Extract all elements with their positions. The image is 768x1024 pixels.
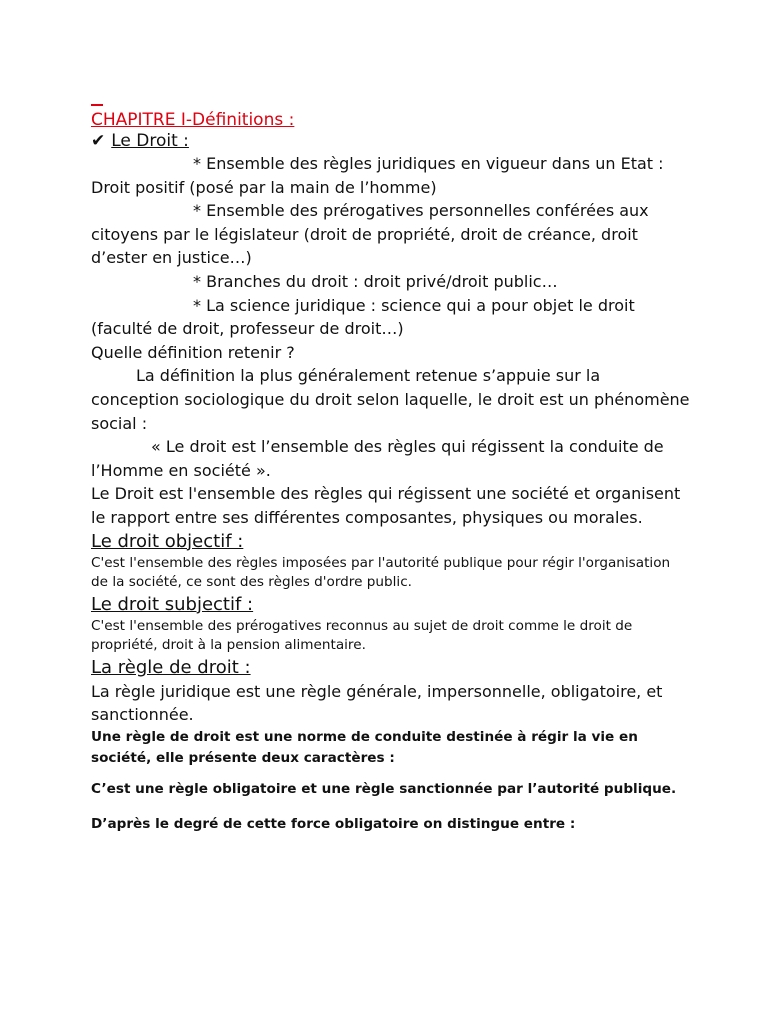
answer: La définition la plus généralement retenue s’appuie sur la conception sociologique du droit selon laquelle, le droit est un phénomène social : [91, 366, 690, 433]
section-heading-droit [91, 130, 691, 152]
section-heading-objectif: Le droit objectif : [91, 530, 244, 552]
section-heading-regle: La règle de droit : [91, 656, 251, 678]
regle-bold-1: Une règle de droit est une norme de conduite destinée à régir la vie en société, elle présente deux caractères : [91, 729, 638, 767]
droit-item-3: * Branches du droit : droit privé/droit public… [193, 271, 558, 291]
question: Quelle définition retenir ? [91, 342, 295, 362]
check-icon: ✔ [91, 131, 106, 151]
section-heading-droit-label: Le Droit : [111, 131, 189, 151]
regle-bold-2: C’est une règle obligatoire et une règle sanctionnée par l’autorité publique. [91, 781, 677, 798]
regle-bold-3: D’après le degré de cette force obligatoire on distingue entre : [91, 816, 576, 833]
droit-item-2: * Ensemble des prérogatives personnelles conférées aux citoyens par le législateur (droit de propriété, droit de créance, droit d’ester en justice…) [91, 201, 649, 268]
section-heading-subjectif: Le droit subjectif : [91, 593, 254, 615]
regle-text: La règle juridique est une règle générale, impersonnelle, obligatoire, et sanctionnée. [91, 681, 663, 725]
chapter-title: CHAPITRE I-Définitions : [91, 110, 295, 130]
quote: « Le droit est l’ensemble des règles qui régissent la conduite de l’Homme en société ». [91, 437, 664, 480]
droit-item-1: * Ensemble des règles juridiques en vigueur dans un Etat : Droit positif (posé par la main de l’homme) [91, 154, 664, 197]
objectif-text: C'est l'ensemble des règles imposées par l'autorité publique pour régir l'organisation de la société, ce sont des règles d'ordre public. [91, 554, 671, 591]
document-page [91, 86, 691, 835]
definition: Le Droit est l'ensemble des règles qui régissent une société et organisent le rapport entre ses différentes composantes, physiques ou morales. [91, 484, 681, 527]
droit-item-4: * La science juridique : science qui a pour objet le droit (faculté de droit, professeur de droit…) [91, 295, 635, 339]
subjectif-text: C'est l'ensemble des prérogatives reconnus au sujet de droit comme le droit de propriété, droit à la pension alimentaire. [91, 617, 633, 654]
underline-mark [91, 86, 103, 106]
